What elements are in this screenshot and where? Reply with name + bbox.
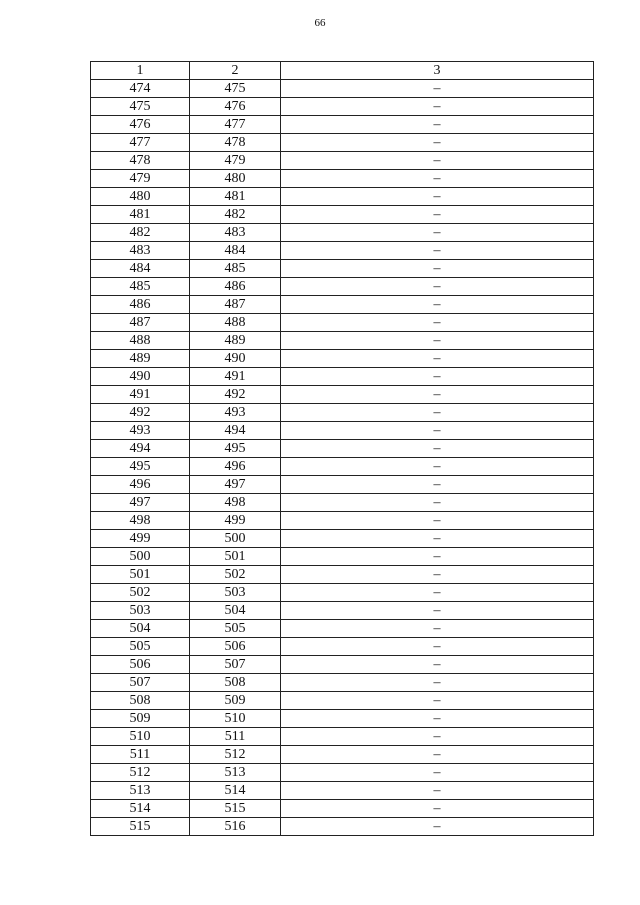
table-cell-col-1: 505 (91, 638, 190, 656)
table-cell-col-2: 487 (190, 296, 281, 314)
table-cell-col-1: 488 (91, 332, 190, 350)
table-cell-col-2: 501 (190, 548, 281, 566)
table-cell-col-1: 481 (91, 206, 190, 224)
table-cell-col-2: 503 (190, 584, 281, 602)
table-cell-col-2: 484 (190, 242, 281, 260)
table-row (91, 206, 594, 224)
table-cell-col-1: 489 (91, 350, 190, 368)
table-row (91, 476, 594, 494)
table-cell-col-3: – (281, 224, 594, 242)
table-row (91, 296, 594, 314)
table-row (91, 332, 594, 350)
table-cell-col-2: 480 (190, 170, 281, 188)
table-cell-col-3: – (281, 368, 594, 386)
table-cell-col-1: 482 (91, 224, 190, 242)
table-row (91, 386, 594, 404)
table-cell-col-1: 511 (91, 746, 190, 764)
data-table (90, 61, 594, 836)
table-row (91, 818, 594, 836)
table-cell-col-3: – (281, 548, 594, 566)
table-row (91, 188, 594, 206)
table-row (91, 350, 594, 368)
table-cell-col-3: – (281, 278, 594, 296)
table-cell-col-1: 480 (91, 188, 190, 206)
table-cell-col-2: 492 (190, 386, 281, 404)
table-cell-col-1: 508 (91, 692, 190, 710)
table-cell-col-2: 499 (190, 512, 281, 530)
table-cell-col-2: 512 (190, 746, 281, 764)
table-cell-col-1: 496 (91, 476, 190, 494)
table-cell-col-2: 479 (190, 152, 281, 170)
table-row (91, 404, 594, 422)
table-cell-col-2: 482 (190, 206, 281, 224)
table-cell-col-1: 493 (91, 422, 190, 440)
table-cell-col-3: – (281, 692, 594, 710)
table-cell-col-1: 498 (91, 512, 190, 530)
table-row (91, 530, 594, 548)
table-cell-col-3: – (281, 710, 594, 728)
table-cell-col-1: 501 (91, 566, 190, 584)
table-cell-col-3: – (281, 134, 594, 152)
table-cell-col-1: 486 (91, 296, 190, 314)
table-cell-col-1: 499 (91, 530, 190, 548)
table-cell-col-3: – (281, 116, 594, 134)
table-cell-col-1: 483 (91, 242, 190, 260)
table-cell-col-3: – (281, 476, 594, 494)
table-cell-col-2: 509 (190, 692, 281, 710)
table-cell-col-3: – (281, 296, 594, 314)
table-cell-col-3: – (281, 242, 594, 260)
table-cell-col-3: – (281, 386, 594, 404)
table-cell-col-3: – (281, 152, 594, 170)
table-cell-col-3: – (281, 764, 594, 782)
table-header-row (91, 62, 594, 80)
table-row (91, 584, 594, 602)
table-cell-col-1: 485 (91, 278, 190, 296)
table-cell-col-3: – (281, 800, 594, 818)
table-cell-col-3: – (281, 512, 594, 530)
table-cell-col-1: 484 (91, 260, 190, 278)
table-cell-col-3: – (281, 170, 594, 188)
table-cell-col-2: 476 (190, 98, 281, 116)
table-cell-col-2: 488 (190, 314, 281, 332)
table-cell-col-2: 497 (190, 476, 281, 494)
table-row (91, 170, 594, 188)
table-cell-col-2: 494 (190, 422, 281, 440)
table-row (91, 656, 594, 674)
table-cell-col-3: – (281, 584, 594, 602)
table-cell-col-3: – (281, 458, 594, 476)
table-row (91, 134, 594, 152)
table-cell-col-2: 515 (190, 800, 281, 818)
table-cell-col-2: 513 (190, 764, 281, 782)
column-header-2: 2 (190, 62, 281, 80)
table-row (91, 98, 594, 116)
table-row (91, 116, 594, 134)
table-row (91, 674, 594, 692)
table-cell-col-3: – (281, 80, 594, 98)
table-cell-col-3: – (281, 440, 594, 458)
table-cell-col-1: 476 (91, 116, 190, 134)
column-header-1: 1 (91, 62, 190, 80)
table-cell-col-2: 496 (190, 458, 281, 476)
table-cell-col-2: 491 (190, 368, 281, 386)
table-row (91, 278, 594, 296)
table-cell-col-3: – (281, 674, 594, 692)
table-row (91, 260, 594, 278)
table-cell-col-2: 502 (190, 566, 281, 584)
table-cell-col-2: 504 (190, 602, 281, 620)
table-cell-col-2: 477 (190, 116, 281, 134)
table-cell-col-2: 506 (190, 638, 281, 656)
table-cell-col-3: – (281, 746, 594, 764)
table-cell-col-2: 511 (190, 728, 281, 746)
table-cell-col-2: 495 (190, 440, 281, 458)
table-row (91, 548, 594, 566)
table-cell-col-2: 481 (190, 188, 281, 206)
table-cell-col-2: 478 (190, 134, 281, 152)
table-cell-col-3: – (281, 656, 594, 674)
table-row (91, 782, 594, 800)
table-cell-col-1: 504 (91, 620, 190, 638)
table-cell-col-3: – (281, 728, 594, 746)
column-header-3: 3 (281, 62, 594, 80)
table-cell-col-2: 508 (190, 674, 281, 692)
table-cell-col-3: – (281, 350, 594, 368)
table-cell-col-2: 483 (190, 224, 281, 242)
table-cell-col-1: 515 (91, 818, 190, 836)
table-cell-col-1: 513 (91, 782, 190, 800)
table-cell-col-2: 498 (190, 494, 281, 512)
table-row (91, 314, 594, 332)
table-row (91, 152, 594, 170)
table-cell-col-2: 490 (190, 350, 281, 368)
table-row (91, 242, 594, 260)
table-cell-col-3: – (281, 404, 594, 422)
table-cell-col-2: 489 (190, 332, 281, 350)
table-body (91, 80, 594, 836)
table-cell-col-3: – (281, 566, 594, 584)
table-cell-col-1: 506 (91, 656, 190, 674)
table-cell-col-2: 505 (190, 620, 281, 638)
table-row (91, 710, 594, 728)
table-cell-col-3: – (281, 260, 594, 278)
table-row (91, 638, 594, 656)
table-cell-col-3: – (281, 494, 594, 512)
table-cell-col-3: – (281, 98, 594, 116)
table-cell-col-1: 475 (91, 98, 190, 116)
table-cell-col-3: – (281, 782, 594, 800)
table-row (91, 494, 594, 512)
table-row (91, 80, 594, 98)
table-cell-col-1: 510 (91, 728, 190, 746)
table-cell-col-2: 500 (190, 530, 281, 548)
table-row (91, 746, 594, 764)
table-cell-col-1: 495 (91, 458, 190, 476)
table-row (91, 764, 594, 782)
table-cell-col-2: 486 (190, 278, 281, 296)
table-cell-col-1: 502 (91, 584, 190, 602)
table-row (91, 368, 594, 386)
table-cell-col-1: 492 (91, 404, 190, 422)
table-cell-col-1: 509 (91, 710, 190, 728)
table-cell-col-3: – (281, 620, 594, 638)
table-cell-col-2: 514 (190, 782, 281, 800)
table-cell-col-1: 507 (91, 674, 190, 692)
table-cell-col-1: 512 (91, 764, 190, 782)
table-cell-col-1: 487 (91, 314, 190, 332)
table-cell-col-3: – (281, 422, 594, 440)
table-row (91, 512, 594, 530)
table-row (91, 692, 594, 710)
table-cell-col-1: 500 (91, 548, 190, 566)
table-cell-col-2: 493 (190, 404, 281, 422)
table-row (91, 728, 594, 746)
table-row (91, 458, 594, 476)
table-cell-col-2: 516 (190, 818, 281, 836)
table-row (91, 224, 594, 242)
table-cell-col-1: 503 (91, 602, 190, 620)
table-cell-col-2: 507 (190, 656, 281, 674)
table-cell-col-3: – (281, 638, 594, 656)
table-cell-col-3: – (281, 332, 594, 350)
table-cell-col-3: – (281, 188, 594, 206)
table-cell-col-1: 478 (91, 152, 190, 170)
table-cell-col-2: 485 (190, 260, 281, 278)
table-cell-col-3: – (281, 818, 594, 836)
table-row (91, 422, 594, 440)
table-row (91, 620, 594, 638)
page-number: 66 (314, 17, 326, 29)
table-row (91, 566, 594, 584)
table-row (91, 800, 594, 818)
table-cell-col-2: 475 (190, 80, 281, 98)
table-cell-col-1: 514 (91, 800, 190, 818)
table-cell-col-1: 490 (91, 368, 190, 386)
table-cell-col-1: 491 (91, 386, 190, 404)
table-row (91, 602, 594, 620)
table-cell-col-2: 510 (190, 710, 281, 728)
table-cell-col-1: 474 (91, 80, 190, 98)
table-cell-col-1: 497 (91, 494, 190, 512)
table-row (91, 440, 594, 458)
table-cell-col-1: 477 (91, 134, 190, 152)
table-cell-col-3: – (281, 206, 594, 224)
table-cell-col-1: 479 (91, 170, 190, 188)
table-cell-col-3: – (281, 602, 594, 620)
table-cell-col-3: – (281, 314, 594, 332)
table-cell-col-1: 494 (91, 440, 190, 458)
table-cell-col-3: – (281, 530, 594, 548)
